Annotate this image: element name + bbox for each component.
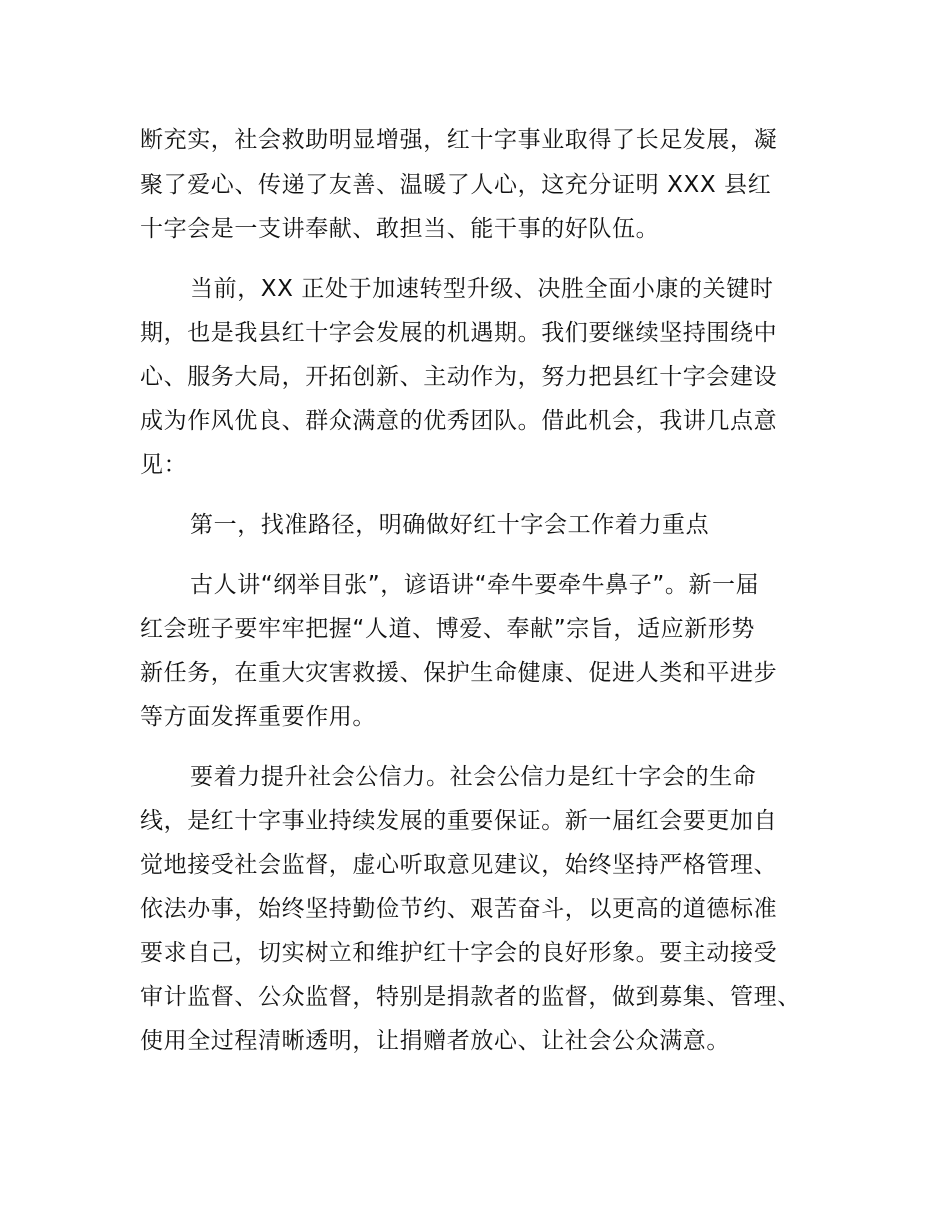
text-line: 聚了爱心、传递了友善、温暖了人心，这充分证明 XXX 县红: [140, 172, 772, 198]
text-line: 当前，XX 正处于加速转型升级、决胜全面小康的关键时: [190, 276, 774, 302]
text-line: 红会班子要牢牢把握“人道、博爱、奉献”宗旨，适应新形势: [140, 616, 756, 642]
text-line: 期，也是我县红十字会发展的机遇期。我们要继续坚持围绕中: [140, 320, 778, 346]
text-line: 线，是红十字事业持续发展的重要保证。新一届红会要更加自: [140, 808, 778, 834]
text-line: 第一，找准路径，明确做好红十字会工作着力重点: [190, 512, 710, 538]
text-line: 见：: [140, 452, 188, 478]
text-line: 要求自己，切实树立和维护红十字会的良好形象。要主动接受: [140, 940, 778, 966]
text-line: 成为作风优良、群众满意的优秀团队。借此机会，我讲几点意: [140, 408, 778, 434]
text-line: 断充实，社会救助明显增强，红十字事业取得了长足发展，凝: [140, 127, 778, 153]
text-line: 依法办事，始终坚持勤俭节约、艰苦奋斗，以更高的道德标准: [140, 896, 778, 922]
text-line: 审计监督、公众监督，特别是捐款者的监督，做到募集、管理、: [140, 984, 801, 1010]
text-line: 觉地接受社会监督，虚心听取意见建议，始终坚持严格管理、: [140, 852, 778, 878]
text-line: 心、服务大局，开拓创新、主动作为，努力把县红十字会建设: [140, 364, 778, 390]
text-line: 使用全过程清晰透明，让捐赠者放心、让社会公众满意。: [140, 1028, 730, 1054]
text-line: 十字会是一支讲奉献、敢担当、能干事的好队伍。: [140, 216, 660, 242]
text-line: 等方面发挥重要作用。: [140, 704, 376, 730]
text-line: 要着力提升社会公信力。社会公信力是红十字会的生命: [190, 764, 757, 790]
text-line: 古人讲“纲举目张”，谚语讲“牵牛要牵牛鼻子”。新一届: [190, 572, 760, 598]
text-line: 新任务，在重大灾害救援、保护生命健康、促进人类和平进步: [140, 660, 778, 686]
